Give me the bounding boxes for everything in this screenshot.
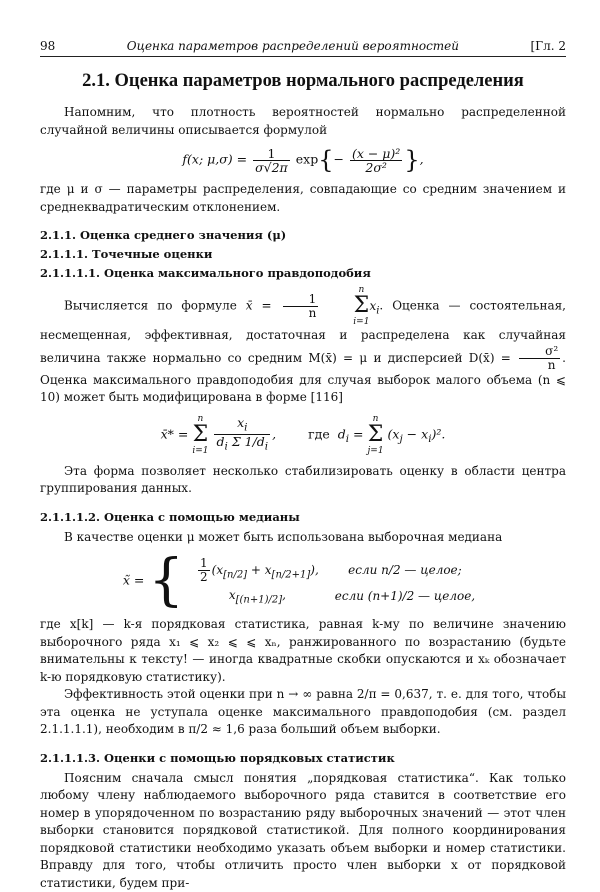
median-formula: x̃ = { $\frac{1}{2}$ $(x_{[n/2]} + x_{[n/2+1]})$, если n/2 — целое; $x_{[(n+1)/2]}$, если (n+1)/2 — целое, [40,553,566,609]
median-case2-condition: если (n+1)/2 — целое, [327,586,483,607]
efficiency-paragraph: Эффективность этой оценки при n → ∞ равна 2/π = 0,637, т. е. для того, чтобы эта оценка не уступала оценке максимального правдоподобия (см. раздел 2.1.1.1.1), необходим в π/2 ≈ 1,6 раза больший объем выборки. [40,686,566,739]
chapter-label: [Гл. 2 [530,38,566,54]
subsection-point-estimates: 2.1.1.1. Точечные оценки [40,247,566,261]
running-header [40,38,566,54]
subsection-mean: 2.1.1. Оценка среднего значения (μ) [40,228,566,242]
subsection-mle: 2.1.1.1.1. Оценка максимального правдоподобия [40,266,566,280]
modified-mle-formula: x̄* = n Σ i=1 $\frac{x_i}{d_i \Sigma 1/d_i}$ , где $d_i$ = n Σ j=1 $(x_j - x_i)^2$. [40,414,566,456]
running-title: Оценка параметров распределений вероятностей [127,38,459,54]
median-case1-condition: если n/2 — целое; [327,555,483,586]
median-intro-paragraph: В качестве оценки μ может быть использована выборочная медиана [40,529,566,547]
mle-paragraph: Вычисляется по формуле x̄ = $\frac{1}{n}$ n Σ i=1 $x_i$. Оценка — состоятельная, несмещенная, эффективная, достаточная и распределена как случайная величина также нормально со средним M(x̄) = μ и дисперсией D(x̄) = $\frac{\text{σ²}}{n}$ . Оценка максимального правдоподобия для случая выборок малого объема (n ⩽ 10) может быть модифицирована в форме [116] [40,285,566,407]
median-after-paragraph: где x[k] — k-я порядковая статистика, равная k-му по величине значению выборочного ряда x₁ ⩽ x₂ ⩽ ⩽ xₙ, ранжированного по возрастанию (будьте внимательны к тексту! — иногда квадратные скобки опускаются и xₖ обозначает k-ю порядковую статистику). [40,616,566,686]
section-title: 2.1. Оценка параметров нормального распределения [40,71,566,92]
subsection-order-statistics: 2.1.1.1.3. Оценки с помощью порядковых статистик [40,751,566,765]
intro-after-paragraph: где μ и σ — параметры распределения, совпадающие со средним значением и среднеквадратическим отклонением. [40,181,566,216]
normal-density-formula: f(x; μ,σ) = $\frac{1}{\sigma√2\pi}$ exp{− $\frac{\text{(x − μ)²}}{\text{2σ²}}$ }, [40,146,566,174]
header-rule [40,56,566,57]
intro-paragraph: Напомним, что плотность вероятностей нормально распределенной случайной величины описывается формулой [40,104,566,139]
page-number: 98 [40,38,55,54]
mle-after-paragraph: Эта форма позволяет несколько стабилизировать оценку в области центра группирования данных. [40,463,566,498]
page [40,38,566,892]
subsection-median: 2.1.1.1.2. Оценка с помощью медианы [40,510,566,524]
order-statistics-paragraph: Поясним сначала смысл понятия „порядковая статистика“. Как только любому члену наблюдаемого выборочного ряда ставится в соответствие его номер в упорядоченном по возрастанию ряду выборочных значений — этот член выборки становится порядковой статистикой. Для полного координирования порядковой статистики необходимо указать объем выборки и номер статистики. Вправду для того, чтобы отличить просто член выборки x от порядковой статистики, будем при- [40,770,566,892]
